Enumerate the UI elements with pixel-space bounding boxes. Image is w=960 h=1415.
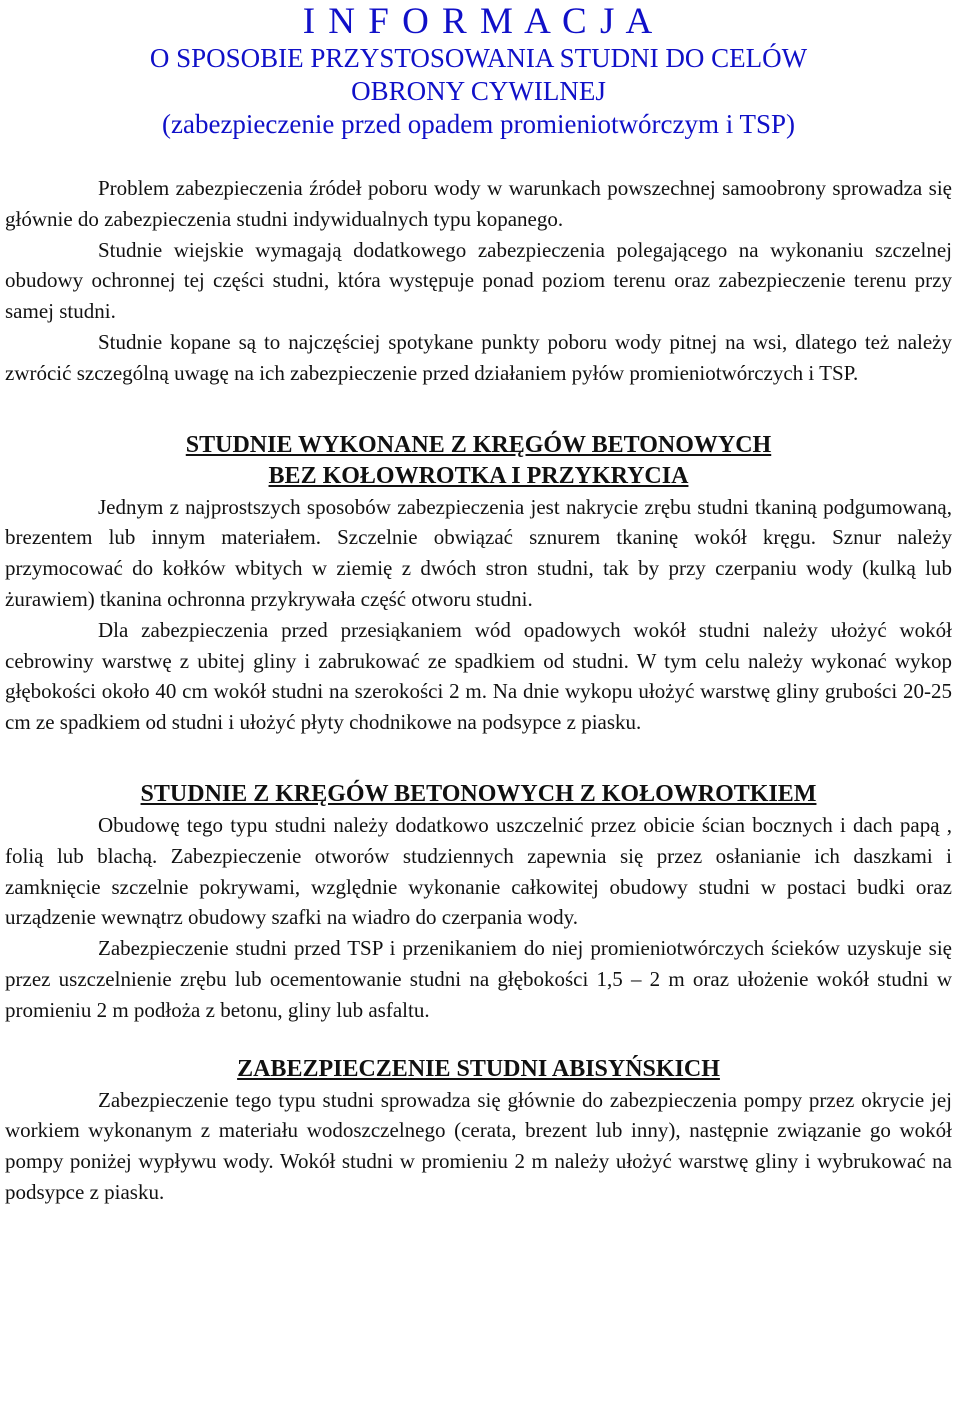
spacer (5, 738, 952, 779)
section-abyssinian-wells (5, 1054, 952, 1208)
section-concrete-rings-no-windlass (5, 430, 952, 738)
spacer (5, 141, 952, 173)
document-subtitle-line-2: OBRONY CYWILNEJ (351, 76, 606, 106)
intro-paragraph-2: Studnie wiejskie wymagają dodatkowego zabezpieczenia polegającego na wykonaniu szczelnej obudowy ochronnej tej części studni, która występuje ponad poziom terenu oraz zabezpieczenie terenu przy samej studni. (5, 237, 952, 324)
document-header (5, 2, 952, 141)
intro-paragraph-3: Studnie kopane są to najczęściej spotykane punkty poboru wody pitnej na wsi, dlatego też należy zwrócić szczególną uwagę na ich zabezpieczenie przed działaniem pyłów promieniotwórczych i TSP. (5, 329, 952, 385)
section-1-paragraph-1: Jednym z najprostszych sposobów zabezpieczenia jest nakrycie zrębu studni tkaniną podgumowaną, brezentem lub innym materiałem. Szczelnie obwiązać sznurem tkaninę wokół kręgu. Sznur należy przymocować do kołków wbitych w ziemię z dwóch stron studni, tak by przy czerpaniu wody (kulką lub żurawiem) tkanina ochronna przykrywała część otworu studni. (5, 494, 952, 611)
document-title: I N F O R M A C J A (302, 1, 655, 42)
section-1-title-line-1: STUDNIE WYKONANE Z KRĘGÓW BETONOWYCH (185, 431, 772, 458)
section-1-title-line-2: BEZ KOŁOWROTKA I PRZYKRYCIA (268, 462, 689, 489)
section-3-title: ZABEZPIECZENIE STUDNI ABISYŃSKICH (237, 1055, 720, 1082)
section-3-paragraph-1: Zabezpieczenie tego typu studni sprowadza się głównie do zabezpieczenia pompy przez okrycie jej workiem wykonanym z materiału wodoszczelnego (cerata, brezent lub inny), następnie związanie go wokół pompy poniżej wypływu wody. Wokół studni w promieniu 2 m należy ułożyć warstwę gliny i wybrukować na podsypce z piasku. (5, 1087, 952, 1204)
section-2-paragraph-1: Obudowę tego typu studni należy dodatkowo uszczelnić przez obicie ścian bocznych i dach papą , folią lub blachą. Zabezpieczenie otworów studziennych zapewnia się przez osłanianie ich daszkami i zamknięcie szczelnie pokrywami, względnie wykonanie całkowitej obudowy studni w postaci budki oraz urządzenie wewnątrz obudowy szafki na wiadro do czerpania wody. (5, 812, 952, 930)
section-1-paragraph-2: Dla zabezpieczenia przed przesiąkaniem wód opadowych wokół studni należy ułożyć wokół cebrowiny warstwę z ubitej gliny i zabrukować ze spadkiem od studni. W tym celu należy wykonać wykop głębokości około 40 cm wokół studni na szerokości 2 m. Na dnie wykopu ułożyć warstwę gliny grubości 20-25 cm ze spadkiem od studni i ułożyć płyty chodnikowe na podsypce z piasku. (5, 617, 952, 735)
document-subtitle-line-3: (zabezpieczenie przed opadem promieniotwórczym i TSP) (162, 109, 795, 139)
section-2-title: STUDNIE Z KRĘGÓW BETONOWYCH Z KOŁOWROTKIEM (140, 780, 817, 807)
section-2-paragraph-2: Zabezpieczenie studni przed TSP i przenikaniem do niej promieniotwórczych ścieków uzyskuje się przez uszczelnienie zrębu lub ocementowanie studni na głębokości 1,5 – 2 m oraz ułożenie wokół studni w promieniu 2 m podłoża z betonu, gliny lub asfaltu. (5, 936, 952, 1022)
spacer (5, 389, 952, 430)
document-subtitle-line-1: O SPOSOBIE PRZYSTOSOWANIA STUDNI DO CELÓW (149, 43, 808, 73)
spacer (5, 1026, 952, 1054)
section-concrete-rings-with-windlass (5, 779, 952, 1026)
intro-paragraph-1: Problem zabezpieczenia źródeł poboru wody w warunkach powszechnej samoobrony sprowadza się głównie do zabezpieczenia studni indywidualnych typu kopanego. (5, 176, 952, 231)
